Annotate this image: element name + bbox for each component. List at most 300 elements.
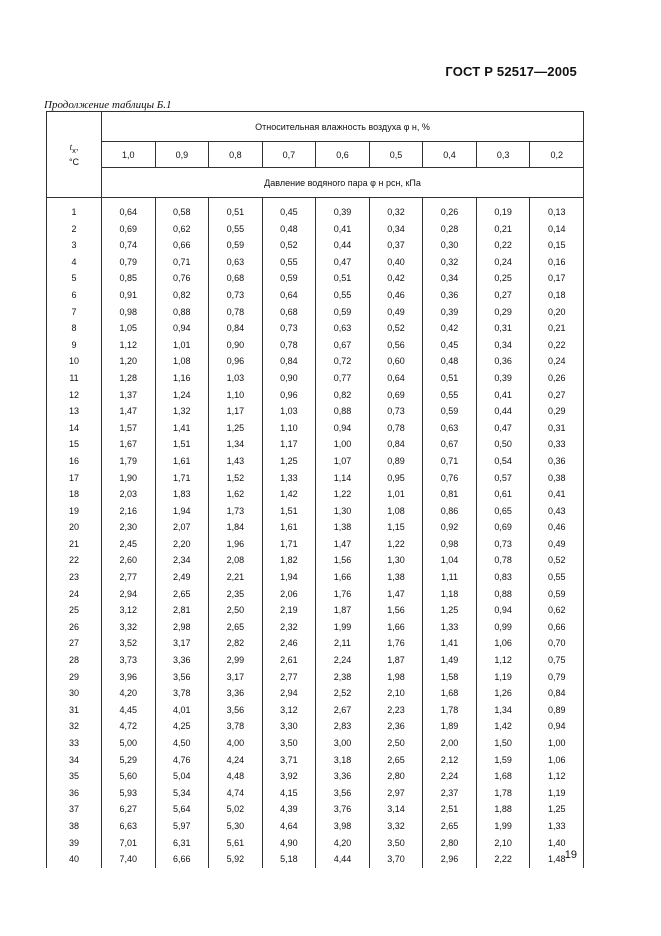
pressure-value-cell: 0,21 <box>530 320 584 337</box>
pressure-value-cell: 0,16 <box>530 254 584 271</box>
pressure-value-cell: 0,59 <box>262 270 316 287</box>
pressure-value-cell: 0,31 <box>530 420 584 437</box>
temperature-cell: 26 <box>47 619 102 636</box>
pressure-value-cell: 0,78 <box>369 420 423 437</box>
pressure-value-cell: 1,41 <box>155 420 209 437</box>
pressure-value-cell: 5,92 <box>209 851 263 868</box>
pressure-value-cell: 1,03 <box>209 370 263 387</box>
pressure-value-cell: 0,88 <box>155 304 209 321</box>
temperature-cell: 12 <box>47 387 102 404</box>
table-row <box>47 835 584 852</box>
pressure-value-cell: 2,22 <box>476 851 530 868</box>
pressure-value-cell: 3,00 <box>316 735 370 752</box>
pressure-value-cell: 5,02 <box>209 801 263 818</box>
pressure-value-cell: 1,12 <box>476 652 530 669</box>
pressure-value-cell: 5,29 <box>102 752 156 769</box>
pressure-value-cell: 3,50 <box>369 835 423 852</box>
humidity-level-header: 0,7 <box>262 142 316 168</box>
header-row-subheader <box>47 168 584 198</box>
pressure-value-cell: 0,85 <box>102 270 156 287</box>
pressure-value-cell: 0,29 <box>530 403 584 420</box>
pressure-value-cell: 3,78 <box>155 685 209 702</box>
pressure-value-cell: 0,68 <box>209 270 263 287</box>
pressure-value-cell: 4,48 <box>209 768 263 785</box>
pressure-value-cell: 2,10 <box>476 835 530 852</box>
temperature-cell: 10 <box>47 353 102 370</box>
pressure-value-cell: 0,92 <box>423 519 477 536</box>
pressure-value-cell: 0,84 <box>262 353 316 370</box>
pressure-value-cell: 0,39 <box>316 198 370 221</box>
pressure-value-cell: 3,14 <box>369 801 423 818</box>
table-row <box>47 287 584 304</box>
pressure-value-cell: 0,22 <box>476 237 530 254</box>
pressure-value-cell: 0,52 <box>369 320 423 337</box>
pressure-value-cell: 3,36 <box>316 768 370 785</box>
pressure-value-cell: 0,42 <box>423 320 477 337</box>
pressure-value-cell: 1,84 <box>209 519 263 536</box>
temperature-cell: 34 <box>47 752 102 769</box>
temperature-column-header: $t_х$, °C <box>47 112 102 198</box>
pressure-value-cell: 1,25 <box>262 453 316 470</box>
pressure-value-cell: 0,44 <box>476 403 530 420</box>
pressure-value-cell: 2,07 <box>155 519 209 536</box>
table-row <box>47 569 584 586</box>
pressure-value-cell: 0,73 <box>369 403 423 420</box>
pressure-value-cell: 1,90 <box>102 470 156 487</box>
pressure-value-cell: 0,41 <box>316 221 370 238</box>
pressure-value-cell: 0,70 <box>530 635 584 652</box>
pressure-value-cell: 0,76 <box>423 470 477 487</box>
pressure-value-cell: 0,55 <box>530 569 584 586</box>
pressure-value-cell: 1,51 <box>155 436 209 453</box>
pressure-value-cell: 1,19 <box>476 669 530 686</box>
pressure-value-cell: 0,25 <box>476 270 530 287</box>
pressure-value-cell: 1,00 <box>530 735 584 752</box>
document-id-header: ГОСТ Р 52517—2005 <box>445 64 577 79</box>
pressure-value-cell: 0,64 <box>369 370 423 387</box>
table-row <box>47 370 584 387</box>
pressure-value-cell: 3,73 <box>102 652 156 669</box>
pressure-value-cell: 3,32 <box>102 619 156 636</box>
pressure-value-cell: 0,15 <box>530 237 584 254</box>
humidity-level-header: 0,4 <box>423 142 477 168</box>
pressure-value-cell: 1,48 <box>530 851 584 868</box>
table-row <box>47 420 584 437</box>
pressure-value-cell: 1,26 <box>476 685 530 702</box>
pressure-value-cell: 4,01 <box>155 702 209 719</box>
humidity-level-header: 0,3 <box>476 142 530 168</box>
pressure-value-cell: 0,79 <box>530 669 584 686</box>
pressure-value-cell: 1,57 <box>102 420 156 437</box>
pressure-value-cell: 0,36 <box>476 353 530 370</box>
pressure-value-cell: 0,20 <box>530 304 584 321</box>
pressure-value-cell: 1,07 <box>316 453 370 470</box>
pressure-value-cell: 0,32 <box>423 254 477 271</box>
pressure-value-cell: 5,64 <box>155 801 209 818</box>
table-row <box>47 304 584 321</box>
temperature-cell: 23 <box>47 569 102 586</box>
pressure-value-cell: 0,55 <box>316 287 370 304</box>
pressure-value-cell: 4,64 <box>262 818 316 835</box>
pressure-value-cell: 0,47 <box>476 420 530 437</box>
table-row <box>47 735 584 752</box>
temperature-cell: 33 <box>47 735 102 752</box>
pressure-value-cell: 0,27 <box>530 387 584 404</box>
pressure-value-cell: 0,41 <box>476 387 530 404</box>
pressure-value-cell: 2,60 <box>102 552 156 569</box>
pressure-value-cell: 4,50 <box>155 735 209 752</box>
table-row <box>47 718 584 735</box>
table-row <box>47 519 584 536</box>
pressure-value-cell: 1,71 <box>155 470 209 487</box>
pressure-value-cell: 4,15 <box>262 785 316 802</box>
pressure-value-cell: 2,16 <box>102 503 156 520</box>
pressure-value-cell: 0,84 <box>530 685 584 702</box>
header-row-levels <box>47 142 584 168</box>
temperature-cell: 5 <box>47 270 102 287</box>
pressure-value-cell: 1,37 <box>102 387 156 404</box>
pressure-value-cell: 6,27 <box>102 801 156 818</box>
pressure-value-cell: 2,37 <box>423 785 477 802</box>
pressure-value-cell: 1,00 <box>316 436 370 453</box>
pressure-value-cell: 0,37 <box>369 237 423 254</box>
pressure-value-cell: 4,39 <box>262 801 316 818</box>
header-row-group <box>47 112 584 142</box>
pressure-value-cell: 1,82 <box>262 552 316 569</box>
pressure-value-cell: 1,96 <box>209 536 263 553</box>
pressure-value-cell: 1,14 <box>316 470 370 487</box>
humidity-level-header: 0,8 <box>209 142 263 168</box>
pressure-value-cell: 1,12 <box>102 337 156 354</box>
pressure-value-cell: 0,75 <box>530 652 584 669</box>
table-row <box>47 486 584 503</box>
pressure-value-cell: 2,24 <box>423 768 477 785</box>
pressure-value-cell: 1,78 <box>423 702 477 719</box>
pressure-value-cell: 5,30 <box>209 818 263 835</box>
pressure-value-cell: 1,88 <box>476 801 530 818</box>
pressure-value-cell: 0,81 <box>423 486 477 503</box>
pressure-value-cell: 0,94 <box>530 718 584 735</box>
pressure-value-cell: 0,71 <box>155 254 209 271</box>
temperature-cell: 15 <box>47 436 102 453</box>
pressure-value-cell: 7,40 <box>102 851 156 868</box>
pressure-value-cell: 0,77 <box>316 370 370 387</box>
temperature-cell: 38 <box>47 818 102 835</box>
pressure-value-cell: 1,15 <box>369 519 423 536</box>
pressure-value-cell: 0,13 <box>530 198 584 221</box>
pressure-value-cell: 3,70 <box>369 851 423 868</box>
pressure-value-cell: 0,66 <box>530 619 584 636</box>
pressure-value-cell: 2,52 <box>316 685 370 702</box>
table-header <box>47 112 584 198</box>
pressure-value-cell: 1,32 <box>155 403 209 420</box>
pressure-value-cell: 0,49 <box>369 304 423 321</box>
pressure-value-cell: 0,26 <box>530 370 584 387</box>
pressure-value-cell: 0,78 <box>262 337 316 354</box>
pressure-value-cell: 1,42 <box>476 718 530 735</box>
pressure-value-cell: 0,86 <box>423 503 477 520</box>
humidity-level-header: 0,9 <box>155 142 209 168</box>
temperature-cell: 30 <box>47 685 102 702</box>
pressure-value-cell: 1,56 <box>316 552 370 569</box>
pressure-value-cell: 0,39 <box>423 304 477 321</box>
pressure-value-cell: 0,59 <box>316 304 370 321</box>
pressure-value-cell: 0,73 <box>209 287 263 304</box>
pressure-value-cell: 1,87 <box>316 602 370 619</box>
pressure-value-cell: 0,24 <box>476 254 530 271</box>
pressure-value-cell: 0,71 <box>423 453 477 470</box>
pressure-value-cell: 0,69 <box>476 519 530 536</box>
pressure-value-cell: 1,68 <box>423 685 477 702</box>
pressure-value-cell: 1,67 <box>102 436 156 453</box>
pressure-value-cell: 2,30 <box>102 519 156 536</box>
pressure-value-cell: 0,65 <box>476 503 530 520</box>
pressure-value-cell: 1,56 <box>369 602 423 619</box>
pressure-value-cell: 5,00 <box>102 735 156 752</box>
pressure-value-cell: 1,66 <box>316 569 370 586</box>
table-row <box>47 552 584 569</box>
temperature-cell: 36 <box>47 785 102 802</box>
pressure-value-cell: 0,76 <box>155 270 209 287</box>
temperature-cell: 37 <box>47 801 102 818</box>
pressure-value-cell: 3,52 <box>102 635 156 652</box>
pressure-value-cell: 1,99 <box>316 619 370 636</box>
pressure-value-cell: 2,67 <box>316 702 370 719</box>
temperature-cell: 22 <box>47 552 102 569</box>
table-row <box>47 237 584 254</box>
pressure-value-cell: 1,83 <box>155 486 209 503</box>
pressure-value-cell: 1,76 <box>369 635 423 652</box>
pressure-value-cell: 0,78 <box>209 304 263 321</box>
pressure-value-cell: 1,47 <box>102 403 156 420</box>
pressure-value-cell: 1,89 <box>423 718 477 735</box>
pressure-value-cell: 0,59 <box>530 586 584 603</box>
temperature-cell: 40 <box>47 851 102 868</box>
pressure-value-cell: 2,77 <box>262 669 316 686</box>
pressure-value-cell: 0,44 <box>316 237 370 254</box>
pressure-value-cell: 2,97 <box>369 785 423 802</box>
humidity-level-header: 1,0 <box>102 142 156 168</box>
pressure-value-cell: 1,34 <box>209 436 263 453</box>
pressure-value-cell: 1,59 <box>476 752 530 769</box>
pressure-value-cell: 0,17 <box>530 270 584 287</box>
temperature-cell: 13 <box>47 403 102 420</box>
temperature-cell: 8 <box>47 320 102 337</box>
table-row <box>47 470 584 487</box>
pressure-value-cell: 1,01 <box>369 486 423 503</box>
pressure-value-cell: 1,10 <box>262 420 316 437</box>
pressure-value-cell: 0,33 <box>530 436 584 453</box>
pressure-value-cell: 2,03 <box>102 486 156 503</box>
pressure-value-cell: 3,17 <box>209 669 263 686</box>
pressure-value-cell: 2,65 <box>369 752 423 769</box>
humidity-pressure-table <box>46 111 584 868</box>
pressure-value-cell: 3,17 <box>155 635 209 652</box>
pressure-value-cell: 0,79 <box>102 254 156 271</box>
temperature-cell: 27 <box>47 635 102 652</box>
pressure-value-cell: 1,66 <box>369 619 423 636</box>
pressure-value-cell: 4,20 <box>316 835 370 852</box>
pressure-value-cell: 1,33 <box>423 619 477 636</box>
temperature-cell: 29 <box>47 669 102 686</box>
pressure-value-cell: 0,56 <box>369 337 423 354</box>
pressure-value-cell: 4,72 <box>102 718 156 735</box>
pressure-value-cell: 4,45 <box>102 702 156 719</box>
temperature-cell: 24 <box>47 586 102 603</box>
pressure-value-cell: 2,38 <box>316 669 370 686</box>
pressure-value-cell: 2,36 <box>369 718 423 735</box>
pressure-value-cell: 5,93 <box>102 785 156 802</box>
table-row <box>47 254 584 271</box>
pressure-value-cell: 0,52 <box>262 237 316 254</box>
table-caption: Продолжение таблицы Б.1 <box>44 99 172 111</box>
pressure-value-cell: 3,36 <box>155 652 209 669</box>
pressure-value-cell: 2,98 <box>155 619 209 636</box>
pressure-value-cell: 3,50 <box>262 735 316 752</box>
pressure-value-cell: 1,94 <box>155 503 209 520</box>
pressure-value-cell: 1,99 <box>476 818 530 835</box>
pressure-value-cell: 0,29 <box>476 304 530 321</box>
temperature-cell: 32 <box>47 718 102 735</box>
pressure-value-cell: 3,30 <box>262 718 316 735</box>
pressure-value-cell: 3,32 <box>369 818 423 835</box>
pressure-value-cell: 1,03 <box>262 403 316 420</box>
pressure-value-cell: 0,34 <box>369 221 423 238</box>
pressure-value-cell: 1,62 <box>209 486 263 503</box>
pressure-value-cell: 0,34 <box>476 337 530 354</box>
pressure-value-cell: 0,64 <box>262 287 316 304</box>
temperature-cell: 28 <box>47 652 102 669</box>
pressure-value-cell: 4,24 <box>209 752 263 769</box>
pressure-value-cell: 1,20 <box>102 353 156 370</box>
table-row <box>47 702 584 719</box>
pressure-value-cell: 5,34 <box>155 785 209 802</box>
pressure-value-cell: 0,98 <box>102 304 156 321</box>
temperature-cell: 16 <box>47 453 102 470</box>
pressure-value-cell: 1,34 <box>476 702 530 719</box>
pressure-value-cell: 0,74 <box>102 237 156 254</box>
pressure-value-cell: 2,51 <box>423 801 477 818</box>
table-row <box>47 785 584 802</box>
pressure-value-cell: 0,62 <box>530 602 584 619</box>
pressure-value-cell: 1,79 <box>102 453 156 470</box>
pressure-value-cell: 2,08 <box>209 552 263 569</box>
pressure-value-cell: 3,76 <box>316 801 370 818</box>
table-row <box>47 436 584 453</box>
pressure-value-cell: 6,31 <box>155 835 209 852</box>
pressure-value-cell: 0,52 <box>530 552 584 569</box>
pressure-value-cell: 1,08 <box>155 353 209 370</box>
pressure-value-cell: 3,71 <box>262 752 316 769</box>
pressure-value-cell: 1,42 <box>262 486 316 503</box>
pressure-value-cell: 0,36 <box>423 287 477 304</box>
pressure-value-cell: 3,96 <box>102 669 156 686</box>
pressure-value-cell: 2,65 <box>155 586 209 603</box>
pressure-value-cell: 0,91 <box>102 287 156 304</box>
temperature-cell: 2 <box>47 221 102 238</box>
pressure-value-cell: 0,45 <box>262 198 316 221</box>
temperature-cell: 3 <box>47 237 102 254</box>
temperature-cell: 19 <box>47 503 102 520</box>
pressure-value-cell: 0,88 <box>476 586 530 603</box>
pressure-value-cell: 0,98 <box>423 536 477 553</box>
pressure-value-cell: 2,11 <box>316 635 370 652</box>
pressure-value-cell: 1,01 <box>155 337 209 354</box>
pressure-value-cell: 0,63 <box>316 320 370 337</box>
temperature-cell: 9 <box>47 337 102 354</box>
pressure-value-cell: 0,96 <box>262 387 316 404</box>
table-row <box>47 851 584 868</box>
pressure-value-cell: 1,22 <box>369 536 423 553</box>
pressure-value-cell: 1,61 <box>155 453 209 470</box>
table-body <box>47 198 584 868</box>
pressure-value-cell: 0,57 <box>476 470 530 487</box>
pressure-value-cell: 0,50 <box>476 436 530 453</box>
pressure-value-cell: 1,28 <box>102 370 156 387</box>
temperature-cell: 4 <box>47 254 102 271</box>
table-row <box>47 752 584 769</box>
temperature-cell: 11 <box>47 370 102 387</box>
page-number: 19 <box>564 849 577 861</box>
pressure-value-cell: 1,06 <box>476 635 530 652</box>
pressure-value-cell: 2,32 <box>262 619 316 636</box>
humidity-level-header: 0,5 <box>369 142 423 168</box>
pressure-value-cell: 0,60 <box>369 353 423 370</box>
table-row <box>47 337 584 354</box>
pressure-value-cell: 2,81 <box>155 602 209 619</box>
table-row <box>47 768 584 785</box>
pressure-value-cell: 1,24 <box>155 387 209 404</box>
pressure-value-cell: 0,55 <box>209 221 263 238</box>
pressure-value-cell: 3,18 <box>316 752 370 769</box>
pressure-value-cell: 1,49 <box>423 652 477 669</box>
pressure-value-cell: 1,11 <box>423 569 477 586</box>
pressure-value-cell: 1,47 <box>316 536 370 553</box>
pressure-value-cell: 1,17 <box>262 436 316 453</box>
pressure-value-cell: 2,34 <box>155 552 209 569</box>
pressure-value-cell: 0,84 <box>369 436 423 453</box>
pressure-value-cell: 0,96 <box>209 353 263 370</box>
temperature-cell: 31 <box>47 702 102 719</box>
table-row <box>47 453 584 470</box>
pressure-value-cell: 1,19 <box>530 785 584 802</box>
pressure-value-cell: 0,38 <box>530 470 584 487</box>
pressure-value-cell: 0,73 <box>262 320 316 337</box>
temperature-cell: 18 <box>47 486 102 503</box>
pressure-value-cell: 6,63 <box>102 818 156 835</box>
pressure-value-cell: 0,82 <box>316 387 370 404</box>
pressure-value-cell: 2,65 <box>423 818 477 835</box>
pressure-value-cell: 0,59 <box>423 403 477 420</box>
pressure-value-cell: 0,32 <box>369 198 423 221</box>
humidity-group-header: Относительная влажность воздуха φ н, % <box>102 112 584 142</box>
pressure-value-cell: 0,68 <box>262 304 316 321</box>
pressure-value-cell: 0,59 <box>209 237 263 254</box>
pressure-value-cell: 3,98 <box>316 818 370 835</box>
temperature-cell: 20 <box>47 519 102 536</box>
pressure-value-cell: 0,55 <box>262 254 316 271</box>
pressure-value-cell: 3,78 <box>209 718 263 735</box>
pressure-value-cell: 2,23 <box>369 702 423 719</box>
pressure-value-cell: 5,04 <box>155 768 209 785</box>
table-row <box>47 652 584 669</box>
pressure-value-cell: 0,72 <box>316 353 370 370</box>
table-row <box>47 619 584 636</box>
pressure-value-cell: 5,18 <box>262 851 316 868</box>
humidity-level-header: 0,2 <box>530 142 584 168</box>
pressure-value-cell: 2,94 <box>262 685 316 702</box>
pressure-value-cell: 0,31 <box>476 320 530 337</box>
